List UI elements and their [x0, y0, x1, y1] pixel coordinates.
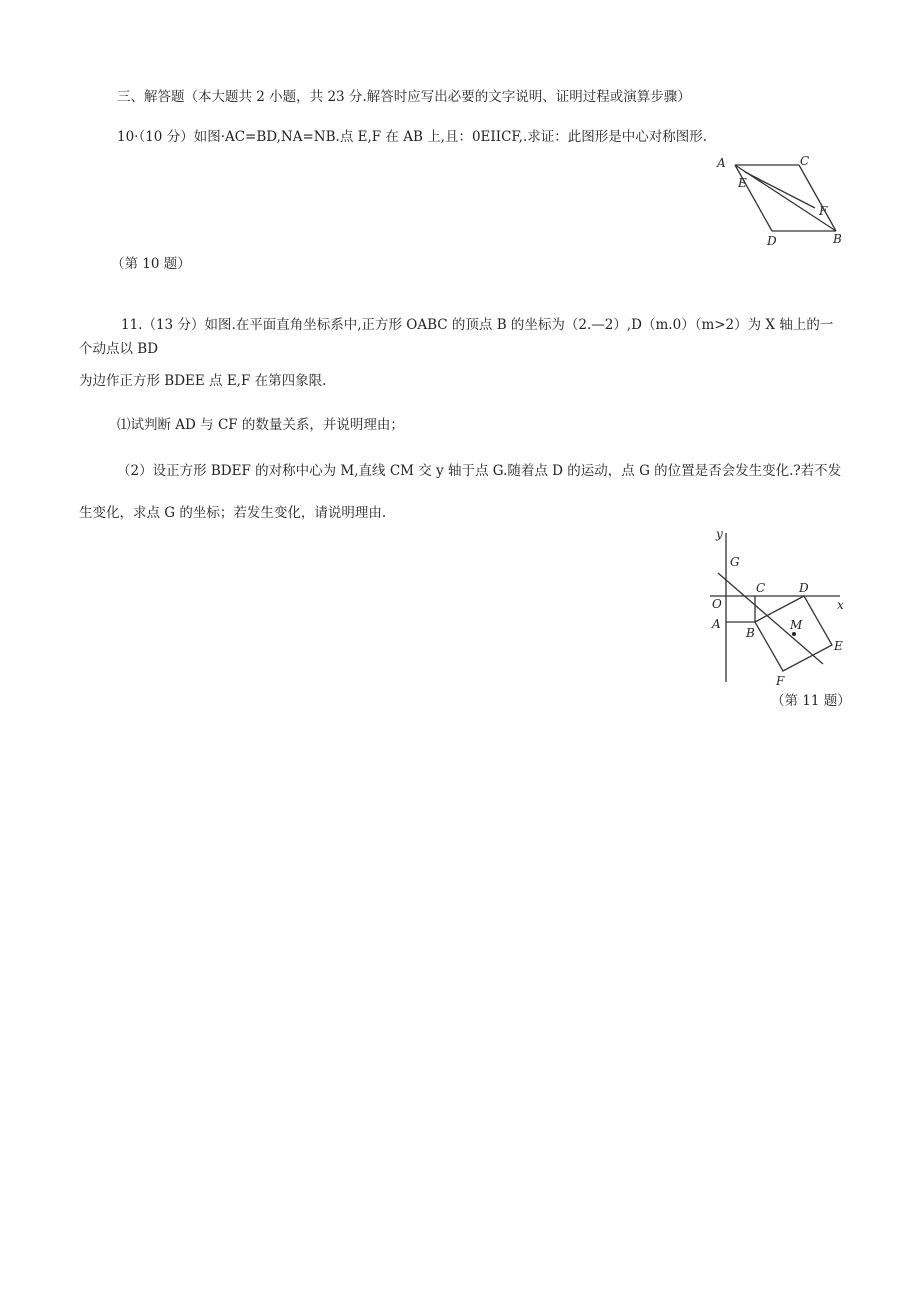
q10-label-b: B [833, 232, 842, 246]
q11-label-c: C [756, 581, 766, 595]
q11-label-a: A [712, 617, 721, 631]
question-11-caption: （第 11 题） [771, 693, 851, 709]
q11-label-b: B [746, 626, 755, 640]
q11-label-x: x [837, 598, 844, 612]
q11-label-g: G [730, 555, 740, 569]
question-11-text-line2: 为边作正方形 BDEE 点 E,F 在第四象限. [79, 373, 327, 389]
question-11-text-line1: 11.（13 分）如图.在平面直角坐标系中,正方形 OABC 的顶点 B 的坐标为（2.—2）,D（m.0）（m>2）为 X 轴上的一 [121, 317, 834, 333]
q11-label-f: F [776, 674, 785, 688]
question-11-figure [702, 525, 852, 690]
question-10-figure [712, 152, 852, 252]
question-11-part2-line1: （2）设正方形 BDEF 的对称中心为 M,直线 CM 交 y 轴于点 G.随着点 D 的运动，点 G 的位置是否会发生变化.?若不发 [117, 463, 842, 479]
question-11-part2-line2: 生变化，求点 G 的坐标；若发生变化，请说明理由. [79, 505, 387, 521]
q11-label-e: E [834, 639, 843, 653]
q11-label-d: D [799, 581, 809, 595]
q10-label-f: F [819, 204, 828, 218]
question-10-caption: （第 10 题） [111, 256, 191, 272]
q10-label-a: A [717, 156, 726, 170]
question-11-part1: ⑴试判断 AD 与 CF 的数量关系，并说明理由； [117, 417, 404, 433]
q11-label-y: y [716, 527, 723, 541]
q11-label-m: M [790, 618, 803, 632]
question-10-text: 10·（10 分）如图·AC=BD,NA=NB.点 E,F 在 AB 上,且：0EIICF,.求证：此图形是中心对称图形. [117, 129, 708, 145]
question-11-text-line1-cont: 个动点以 BD [79, 341, 159, 357]
q10-label-d: D [767, 234, 777, 248]
q10-label-c: C [800, 154, 810, 168]
q10-label-e: E [738, 176, 747, 190]
q11-label-o: O [712, 597, 722, 611]
section-heading: 三、解答题（本大题共 2 小题，共 23 分.解答时应写出必要的文字说明、证明过程或演算步骤） [117, 89, 691, 105]
